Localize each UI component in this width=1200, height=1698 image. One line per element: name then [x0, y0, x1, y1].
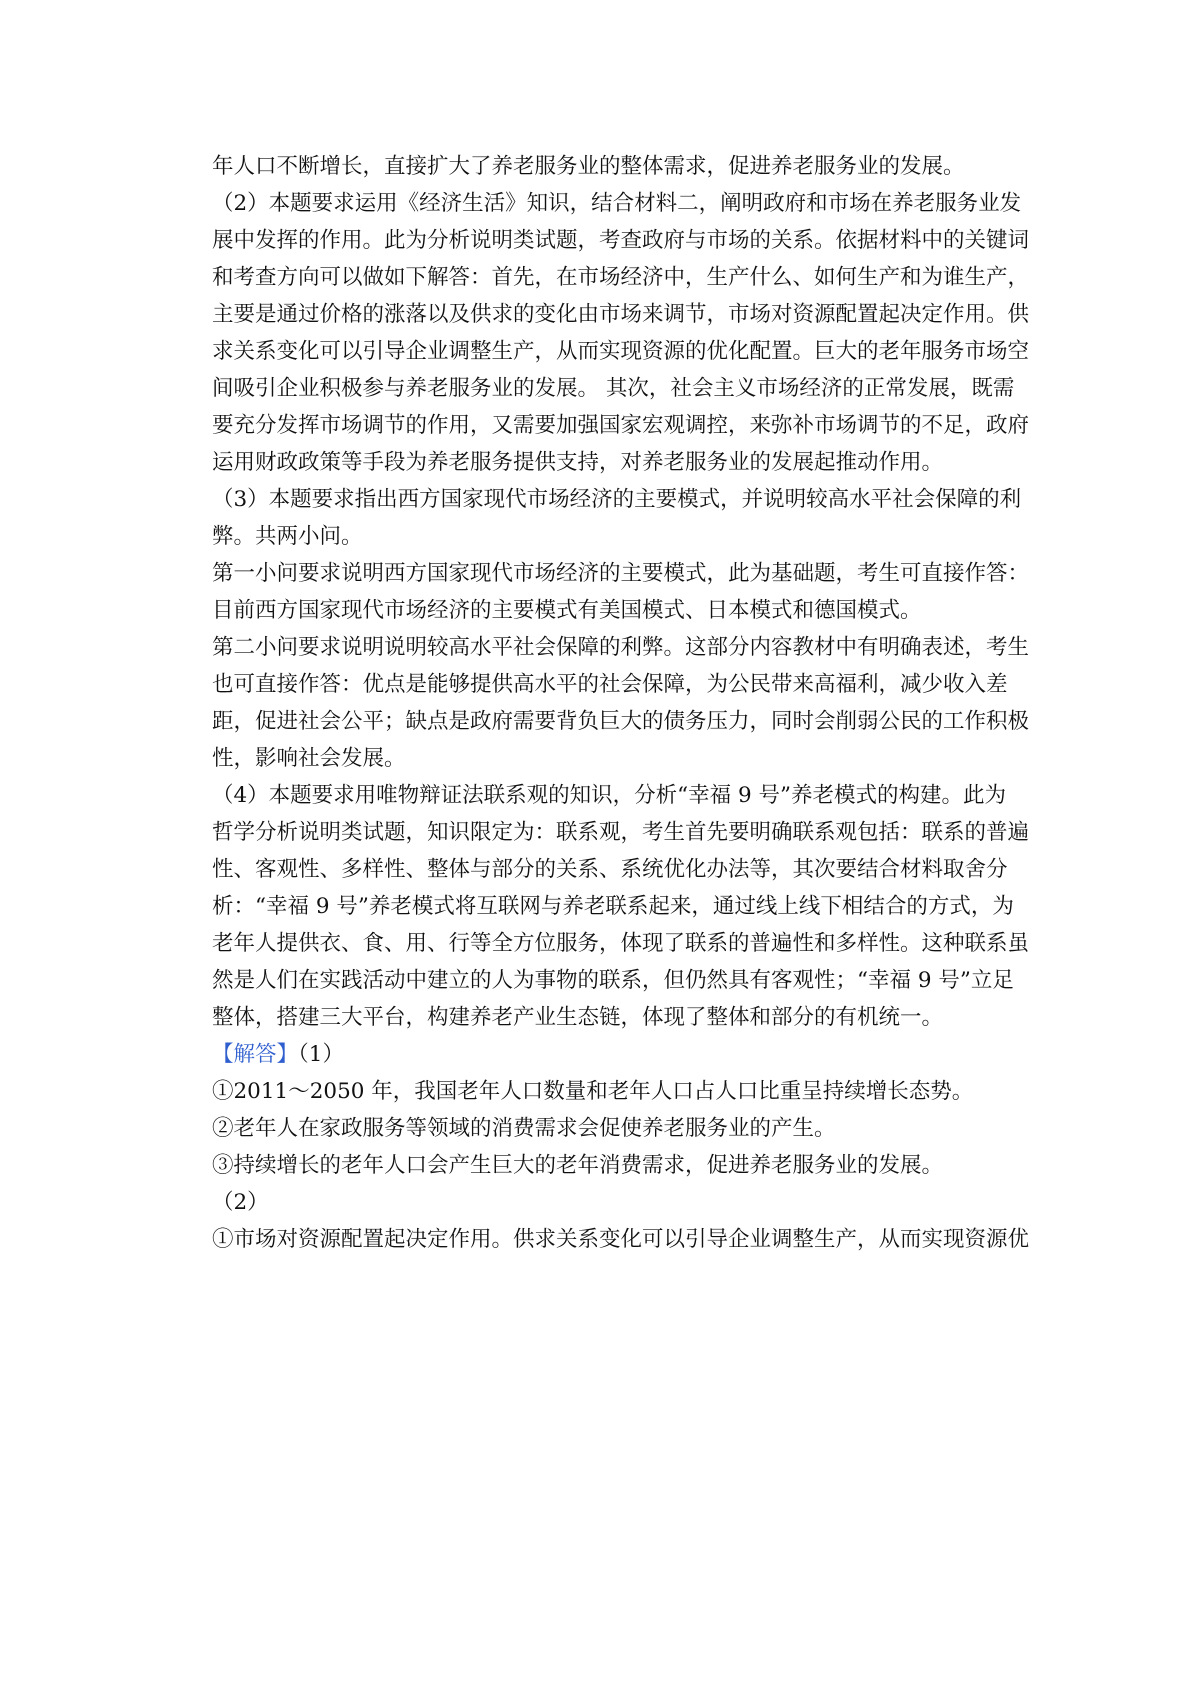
text-line: 老年人提供衣、食、用、行等全方位服务，体现了联系的普遍性和多样性。这种联系虽 — [212, 931, 1030, 956]
text-line: 也可直接作答：优点是能够提供高水平的社会保障，为公民带来高福利，减少收入差 — [212, 672, 1008, 697]
text-line: 主要是通过价格的涨落以及供求的变化由市场来调节，市场对资源配置起决定作用。供 — [212, 302, 1030, 327]
text-line: 弊。共两小问。 — [212, 524, 363, 549]
text-line: 性、客观性、多样性、整体与部分的关系、系统优化办法等，其次要结合材料取舍分 — [212, 857, 1008, 882]
answer-tag: 【解答】 — [212, 1042, 299, 1067]
answer-item: ②老年人在家政服务等领域的消费需求会促使养老服务业的产生。 — [212, 1116, 836, 1141]
answer-item: ①2011～2050 年，我国老年人口数量和老年人口占人口比重呈持续增长态势。 — [212, 1079, 974, 1104]
text-line: 间吸引企业积极参与养老服务业的发展。 其次，社会主义市场经济的正常发展，既需 — [212, 376, 1015, 401]
text-line: 要充分发挥市场调节的作用，又需要加强国家宏观调控，来弥补市场调节的不足，政府 — [212, 413, 1030, 438]
text-line: 整体，搭建三大平台，构建养老产业生态链，体现了整体和部分的有机统一。 — [212, 1005, 944, 1030]
answer-part1-label: （1） — [298, 1042, 344, 1067]
text-line: 目前西方国家现代市场经济的主要模式有美国模式、日本模式和德国模式。 — [212, 598, 922, 623]
text-line: 第二小问要求说明说明较高水平社会保障的利弊。这部分内容教材中有明确表述，考生 — [212, 635, 1030, 660]
text-line: 运用财政政策等手段为养老服务提供支持，对养老服务业的发展起推动作用。 — [212, 450, 944, 475]
answer-part2-label: （2） — [212, 1190, 269, 1215]
text-line: （4）本题要求用唯物辩证法联系观的知识，分析“幸福 9 号”养老模式的构建。此为 — [212, 783, 1007, 808]
text-line: 析：“幸福 9 号”养老模式将互联网与养老联系起来，通过线上线下相结合的方式，为 — [212, 894, 1014, 919]
text-line: 第一小问要求说明西方国家现代市场经济的主要模式，此为基础题，考生可直接作答： — [212, 561, 1030, 586]
text-line: 展中发挥的作用。此为分析说明类试题，考查政府与市场的关系。依据材料中的关键词 — [212, 228, 1030, 253]
text-line: （2）本题要求运用《经济生活》知识，结合材料二，阐明政府和市场在养老服务业发 — [212, 191, 1022, 216]
text-line: 性，影响社会发展。 — [212, 746, 406, 771]
text-line: 哲学分析说明类试题，知识限定为：联系观，考生首先要明确联系观包括：联系的普遍 — [212, 820, 1030, 845]
answer-heading — [212, 1036, 1022, 1073]
text-line: 距，促进社会公平；缺点是政府需要背负巨大的债务压力，同时会削弱公民的工作积极 — [212, 709, 1030, 734]
text-line: （3）本题要求指出西方国家现代市场经济的主要模式，并说明较高水平社会保障的利 — [212, 487, 1022, 512]
document-page — [212, 148, 1030, 1258]
answer-item: ①市场对资源配置起决定作用。供求关系变化可以引导企业调整生产，从而实现资源优 — [212, 1227, 1030, 1252]
text-line: 然是人们在实践活动中建立的人为事物的联系，但仍然具有客观性；“幸福 9 号”立足 — [212, 968, 1014, 993]
answer-item: ③持续增长的老年人口会产生巨大的老年消费需求，促进养老服务业的发展。 — [212, 1153, 944, 1178]
text-line: 年人口不断增长，直接扩大了养老服务业的整体需求，促进养老服务业的发展。 — [212, 154, 965, 179]
text-line: 求关系变化可以引导企业调整生产，从而实现资源的优化配置。巨大的老年服务市场空 — [212, 339, 1030, 364]
text-line: 和考查方向可以做如下解答：首先，在市场经济中，生产什么、如何生产和为谁生产， — [212, 265, 1030, 290]
